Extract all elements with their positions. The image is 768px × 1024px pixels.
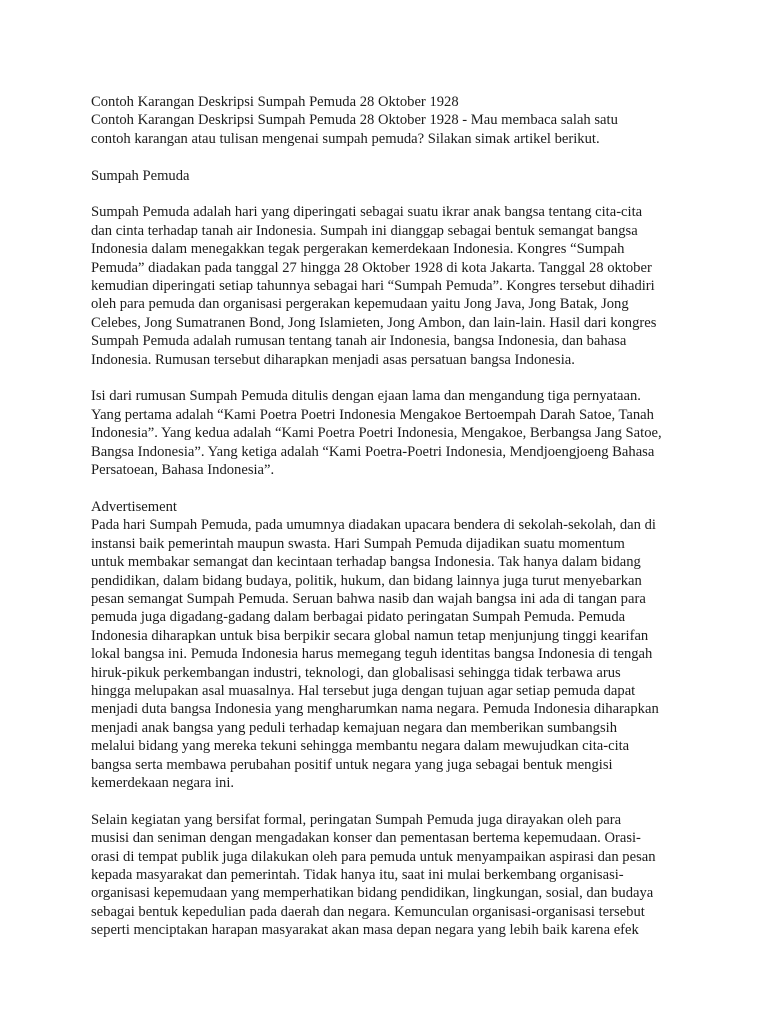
intro-paragraph: Contoh Karangan Deskripsi Sumpah Pemuda 28 Oktober 1928 - Mau membaca salah satu contoh karangan atau tulisan mengenai sumpah pemuda? Silakan simak artikel berikut.	[91, 112, 618, 147]
spacer	[91, 148, 691, 166]
spacer	[91, 479, 691, 497]
paragraph-history: Sumpah Pemuda adalah hari yang diperingati sebagai suatu ikrar anak bangsa tentang cita-cita dan cinta terhadap tanah air Indonesia. Sumpah ini dianggap sebagai bentuk semangat bangsa Indonesia dalam menegakkan tegak pergerakan kemerdekaan Indonesia. Kongres “Sumpah Pemuda” diadakan pada tanggal 27 hingga 28 Oktober 1928 di kota Jakarta. Tanggal 28 oktober kemudian diperingati setiap tahunnya sebagai hari “Sumpah Pemuda”. Kongres tersebut dihadiri oleh para pemuda dan organisasi pergerakan kepemudaan yaitu Jong Java, Jong Batak, Jong Celebes, Jong Sumatranen Bond, Jong Islamieten, Jong Ambon, dan lain-lain. Hasil dari kongres Sumpah Pemuda adalah rumusan tentang tanah air Indonesia, bangsa Indonesia, dan bahasa Indonesia. Rumusan tersebut diharapkan menjadi asas persatuan bangsa Indonesia.	[91, 204, 657, 368]
paragraph-activities: Selain kegiatan yang bersifat formal, peringatan Sumpah Pemuda juga dirayakan oleh para musisi dan seniman dengan mengadakan konser dan pementasan bertema kepemudaan. Orasi- orasi di tempat publik juga dilakukan oleh para pemuda untuk menyampaikan aspirasi dan pesan kepada masyarakat dan pemerintah. Tidak hanya itu, saat ini mulai berkembang organisasi- organisasi kepemudaan yang memperhatikan bidang pendidikan, lingkungan, sosial, dan budaya sebagai bentuk kepedulian pada daerah dan negara. Kemunculan organisasi-organisasi tersebut seperti menciptakan harapan masyarakat akan masa depan negara yang lebih baik karena efek	[91, 811, 656, 939]
paragraph-celebration: Pada hari Sumpah Pemuda, pada umumnya diadakan upacara bendera di sekolah-sekolah, dan di instansi baik pemerintah maupun swasta. Hari Sumpah Pemuda dijadikan suatu momentum untuk membakar semangat dan kecintaan terhadap bangsa Indonesia. Tak hanya dalam bidang pendidikan, dalam bidang budaya, politik, hukum, dan bidang lainnya juga turut menyebarkan pesan semangat Sumpah Pemuda. Seruan bahwa nasib dan wajah bangsa ini ada di tangan para pemuda juga digadang-gadang dalam berbagai pidato peringatan Sumpah Pemuda. Pemuda Indonesia diharapkan untuk bisa berpikir secara global namun tetap menjunjung tinggi kearifan lokal bangsa ini. Pemuda Indonesia harus memegang teguh identitas bangsa Indonesia di tengah hiruk-pikuk perkembangan industri, teknologi, dan globalisasi sehingga tidak terbawa arus hingga melupakan asal muasalnya. Hal tersebut juga dengan tujuan agar setiap pemuda dapat menjadi duta bangsa Indonesia yang mengharumkan nama negara. Pemuda Indonesia diharapkan menjadi anak bangsa yang peduli terhadap kemajuan negara dan memberikan sumbangsih melalui bidang yang mereka tekuni sehingga membantu negara dalam mewujudkan cita-cita bangsa serta membawa perubahan positif untuk negara yang juga sebagai bentuk mengisi kemerdekaan negara ini.	[91, 517, 659, 791]
spacer	[91, 369, 691, 387]
spacer	[91, 792, 691, 810]
advertisement-label: Advertisement	[91, 498, 177, 515]
spacer	[91, 185, 691, 203]
document-title: Contoh Karangan Deskripsi Sumpah Pemuda 28 Oktober 1928	[91, 94, 459, 110]
document-page	[91, 93, 691, 940]
paragraph-oath-content: Isi dari rumusan Sumpah Pemuda ditulis dengan ejaan lama dan mengandung tiga pernyataan. Yang pertama adalah “Kami Poetra Poetri Indonesia Mengakoe Bertoempah Darah Satoe, Tanah Indonesia”. Yang kedua adalah “Kami Poetra Poetri Indonesia, Mengakoe, Berbangsa Jang Satoe, Bangsa Indonesia”. Yang ketiga adalah “Kami Poetra-Poetri Indonesia, Mendjoengjoeng Bahasa Persatoean, Bahasa Indonesia”.	[91, 388, 662, 479]
section-heading: Sumpah Pemuda	[91, 167, 190, 184]
